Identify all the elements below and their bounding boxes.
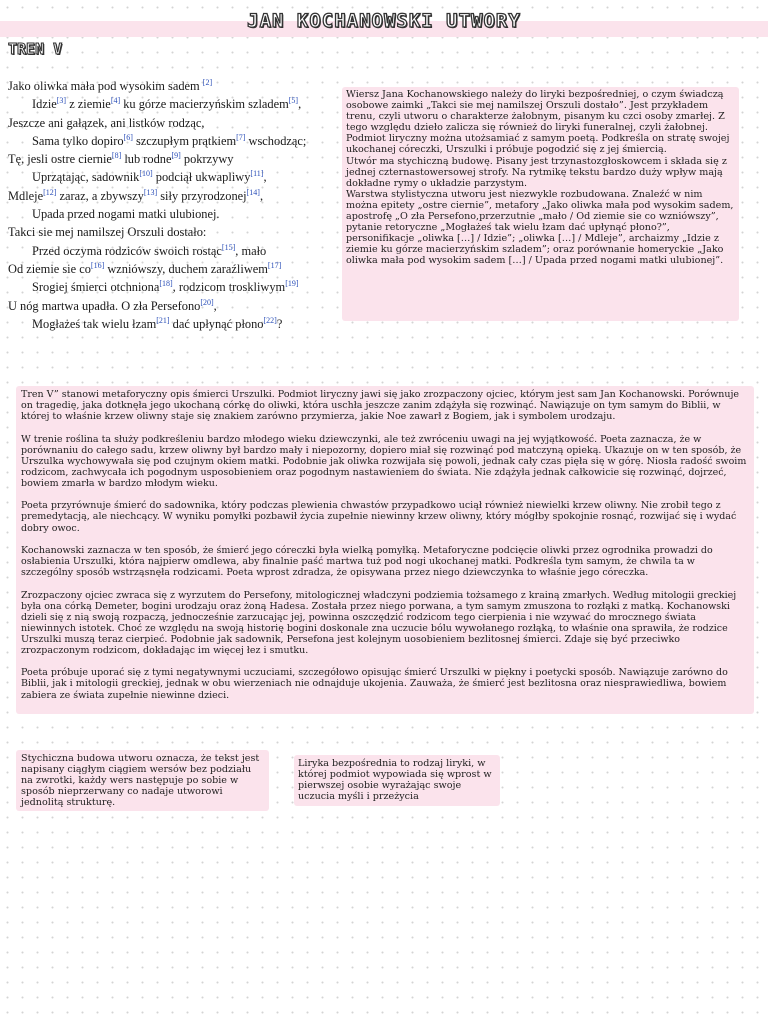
poem-verse xyxy=(8,223,338,241)
stichic-definition-text: Stychiczna budowa utworu oznacza, że tekst jest napisany ciągłym ciągiem wersów bez podziału na zwrotki, każdy wers następuje po sobie w sposób nieprzerwany co nadaje utworowi jednolitą strukturę. xyxy=(21,753,260,809)
verse-text: Jako oliwka mała pod wysokim sadem xyxy=(8,79,203,93)
analysis-note xyxy=(342,87,739,321)
poem-verse xyxy=(8,315,338,333)
poem-verse xyxy=(8,132,338,150)
footnote-reference-link[interactable]: [22] xyxy=(263,315,277,325)
verse-text: dać upłynąć płono xyxy=(169,316,264,331)
interpretation-paragraph: Kochanowski zaznacza w ten sposób, że śmierć jego córeczki była wielką pomyłką. Metaforyczne podcięcie oliwki przez ogrodnika prowadzi do osłabienia Urszulki, która najpierw omdlewa, aby finalnie paść martwa tuż pod nogi ukochanej matki. Podkreśla tym samym, że chwila ta w szczególny sposób wstrząsnęła rodzicami. Poeta wprost zdradza, że opisywana przez niego dziewczynka to właśnie jego córeczka. xyxy=(21,544,713,579)
verse-text: Takci sie mej namilszej Orszuli dostało: xyxy=(8,225,207,240)
footnote-reference-link[interactable]: [10] xyxy=(139,169,153,179)
verse-text: lub rodne xyxy=(121,152,172,167)
verse-text: Mdleje xyxy=(8,188,44,203)
analysis-paragraph: Warstwa stylistyczna utworu jest niezwykle rozbudowana. Znaleźć w nim można epitety „ostre ciernie”, metafory „Jako oliwka mała pod wysokim sadem, apostrofę „O zła Persefono,przerzutnie „mało / Od ziemie sie co wzniówszy”, pytanie retoryczne „Mogłażeś tak wielu łzam dać upłynąć płono?”, personifikacje „oliwka […] / Idzie”; „oliwka […] / Mdleje”, archaizmy „Idzie z ziemie ku górze macierzyńskim szladem”; oraz porównanie homeryckie „Jako oliwka mała pod wysokim sadem […] / Upada przed nogami matki ulubionej”. xyxy=(346,188,734,267)
verse-text: Mogłażeś tak wielu łzam xyxy=(32,316,157,331)
footnote-reference-link[interactable]: [17] xyxy=(267,260,282,270)
footnote-reference-link[interactable]: [19] xyxy=(285,279,299,289)
footnote-reference-link[interactable]: [20] xyxy=(200,297,214,307)
footnote-reference-link[interactable]: [14] xyxy=(246,187,260,197)
verse-text: Przed oczyma rodziców swoich rostąc xyxy=(32,243,222,258)
verse-text: Uprzątając, sadownik xyxy=(32,170,140,185)
verse-text: podciął ukwapliwy xyxy=(152,170,251,185)
poem-verse xyxy=(8,187,338,205)
footnote-reference-link[interactable]: [4] xyxy=(110,96,121,106)
page-title: JAN KOCHANOWSKI UTWORY xyxy=(247,10,521,32)
poem-text xyxy=(8,77,338,333)
verse-text: , rodzicom troskliwym xyxy=(172,280,286,295)
footnote-reference-link[interactable]: [3] xyxy=(56,96,67,106)
footnote-reference-link[interactable]: [6] xyxy=(123,132,133,142)
interpretation-paragraph: Poeta przyrównuje śmierć do sadownika, który podczas plewienia chwastów przypadkowo uciął również niewielki krzew oliwny. Nie zrobił tego z premedytacją, ale niechcący. W wyniku pomyłki pozbawił życia zupełnie niewinny krzew oliwny, który mógłby spokojnie rosnąć, rozwijać się i wydać dobry owoc. xyxy=(21,500,737,534)
footnote-reference-link[interactable]: [18] xyxy=(159,279,173,289)
verse-text: U nóg martwa upadła. O zła Persefono xyxy=(8,298,201,313)
verse-text: siły przyrodzonej xyxy=(157,188,247,203)
footnote-reference-link[interactable]: [21] xyxy=(156,315,170,325)
footnote-reference-link[interactable]: [13] xyxy=(143,187,158,197)
verse-text: Sama tylko dopiro xyxy=(32,133,124,148)
footnote-reference-link[interactable]: [12] xyxy=(43,187,57,197)
direct-lyric-definition-text: Liryka bezpośrednia to rodzaj liryki, w której podmiot wypowiada się wprost w pierwszej osobie wyrażając swoje uczucia myśli i przeżycia xyxy=(298,758,492,803)
verse-text: Od ziemie sie co xyxy=(8,261,91,276)
verse-text: wschodząc; xyxy=(245,133,307,148)
interpretation-paragraph: Zrozpaczony ojciec zwraca się z wyrzutem do Persefony, mitologicznej władczyni podziemia tożsamego z krainą zmarłych. Według mitologii greckiej była ona córką Demeter, bogini urodzaju oraz żoną Hadesa. Została przez niego porwana, a tym samym zmuszona to rozłąki z matką. Kochanowski dzieli się z nią swoją rozpaczą, jednocześnie zarzucając jej, powinna oszczędzić rodzicom tego cierpienia i nie wzywać do mrocznego świata niewinnych istotek. Choć ze względu na swoją historię bogini doskonale zna uczucie bólu wywołanego rozłąką, to właśnie ona sprawiła, że rodzice Urszulki muszą teraz cierpieć. Podobnie jak sadownik, Persefona jest kolejnym uosobieniem bezlitosnej śmierci. Zdaje się być przeciwko zrozpaczonym rodzicom, dokładając im więcej łez i smutku. xyxy=(21,589,737,656)
verse-text: ku górze macierzyńskim szladem xyxy=(120,97,289,112)
interpretation-paragraph: Poeta próbuje uporać się z tymi negatywnymi uczuciami, szczegółowo opisując śmierć Urszulki w piękny i poetycki sposób. Nawiązuje zarówno do Biblii, jak i mitologii greckiej, jednak w obu wierzeniach nie odnajduje ukojenia. Zauważa, że śmierć jest bezlitosna oraz niesprawiedliwa, bowiem zabiera ze świata zupełnie niewinne dzieci. xyxy=(21,667,728,701)
footnote-reference-link[interactable]: [8] xyxy=(111,151,122,161)
footnote-reference-link[interactable]: [16] xyxy=(90,260,105,270)
verse-text: zaraz, a zbywszy xyxy=(56,188,144,203)
footnote-reference-link[interactable]: [11] xyxy=(250,169,264,179)
verse-text: , xyxy=(259,188,264,203)
footnote-reference-link[interactable]: [9] xyxy=(171,151,181,161)
verse-text: ? xyxy=(276,316,283,331)
verse-text: Jeszcze ani gałązek, ani listków rodząc, xyxy=(8,115,205,130)
poem-verse xyxy=(8,297,338,315)
verse-text: pokrzywy xyxy=(180,152,234,167)
stichic-definition-note xyxy=(16,750,269,811)
footnote-reference-link[interactable]: [5] xyxy=(288,96,299,106)
verse-text: Idzie xyxy=(32,97,57,112)
interpretation-paragraph: Tren V” stanowi metaforyczny opis śmierci Urszulki. Podmiot liryczny jawi się jako zrozpaczony ojciec, którym jest sam Jan Kochanowski. Porównuje on tragedię, jaka dotknęła jego ukochaną córkę do oliwki, która uschła jeszcze zanim zdążyła się rozwinąć. Nawiązuje on tym samym do Biblii, w której to właśnie krzew oliwny staje się znakiem zarówno przymierza, jakie Noe zawarł z Bogiem, jak i symbolem urodzaju. xyxy=(21,389,740,423)
poem-verse xyxy=(8,77,338,95)
poem-verse xyxy=(8,150,338,168)
interpretation-paragraph: W trenie roślina ta służy podkreśleniu bardzo młodego wieku dziewczynki, ale też zwróceniu uwagi na jej wyjątkowość. Poeta zaznacza, że w porównaniu do całego sadu, krzew oliwny był bardzo mały i niepozorny, dopiero miał się rozwinąć pod matczyną opieką. Ukazuje on w ten sposób, że Urszulka wychowywała się pod czujnym okiem matki. Podobnie jak oliwka rozwijała się powoli, jednak cały czas pięła się w górę. Niosła radość swoim rodzicom, zachwycała ich pogodnym usposobieniem oraz pogodnym nastawieniem do świata. Nie zdążyła jednak całkowicie się rozwinąć, dojrzeć, bowiem zmarła w bardzo młodym wieku. xyxy=(21,433,747,489)
verse-text: Tę, jesli ostre ciernie xyxy=(8,152,112,167)
poem-title: TREN V xyxy=(8,40,63,58)
verse-text: wzniówszy, duchem zaraźliwem xyxy=(104,261,268,276)
analysis-paragraph: Wiersz Jana Kochanowskiego należy do liryki bezpośredniej, o czym świadczą osobowe zaimki „Takci sie mej namilszej Orszuli dostało”. Jest przykładem trenu, czyli utworu o charakterze żałobnym, pisanym ku czci osoby zmarłej. Z tego względu dzieło zalicza się również do liryki funeralnej, czyli żałobnej. Podmiot liryczny można utożsamiać z samym poetą. Podkreśla on stratę swojej ukochanej córeczki, Urszulki i próbuje pogodzić się z jej śmiercią. xyxy=(346,89,730,156)
poem-verse xyxy=(8,205,338,223)
verse-text: Srogiej śmierci otchniona xyxy=(32,280,160,295)
verse-text: , xyxy=(263,170,267,185)
footnote-reference-link[interactable]: [7] xyxy=(236,132,246,142)
footnote-reference-link[interactable]: [15] xyxy=(221,242,236,252)
verse-text: , xyxy=(213,298,217,313)
poem-verse xyxy=(8,260,338,278)
poem-verse xyxy=(8,278,338,296)
direct-lyric-definition-note xyxy=(294,755,500,806)
poem-verse xyxy=(8,242,338,260)
interpretation-note xyxy=(16,386,754,714)
footnote-reference-link[interactable]: [2] xyxy=(202,77,213,87)
verse-text: z ziemie xyxy=(66,97,111,112)
verse-text: , mało xyxy=(235,243,267,258)
verse-text: Upada przed nogami matki ulubionej. xyxy=(32,207,220,222)
verse-text: szczupłym prątkiem xyxy=(132,133,237,148)
poem-verse xyxy=(8,114,338,132)
poem-verse xyxy=(8,95,338,113)
analysis-paragraph: Utwór ma stychiczną budowę. Pisany jest trzynastozgłoskowcem i składa się z jednej czternastowersowej strofy. Na rytmikę tekstu bardzo duży wpływ mają dokładne rymy o układzie parzystym. xyxy=(346,155,727,189)
verse-text: , xyxy=(298,97,302,112)
poem-verse xyxy=(8,168,338,186)
